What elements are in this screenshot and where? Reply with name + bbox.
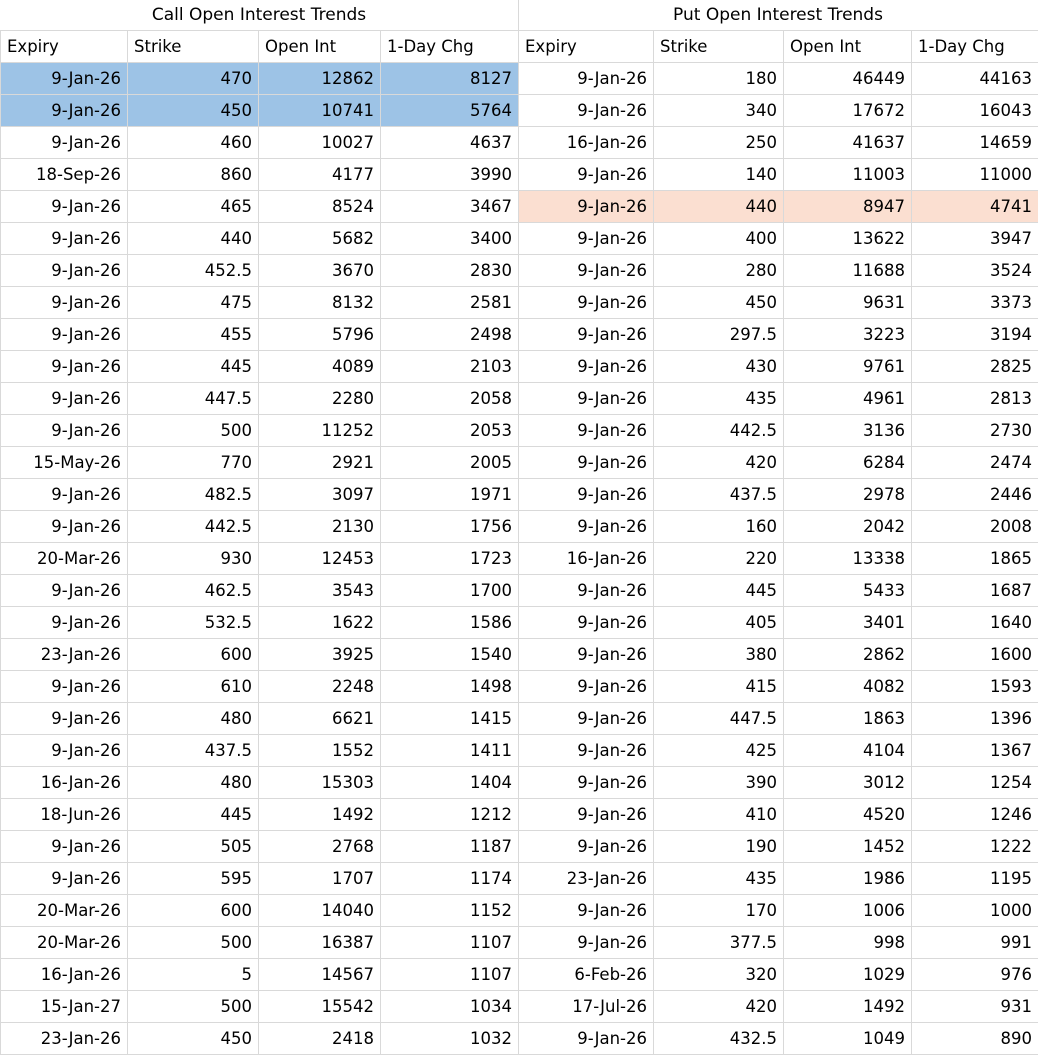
table-row (1, 1023, 1038, 1055)
call-cell-expiry: 9-Jan-26 (1, 319, 128, 351)
put-cell-open-int: 3401 (784, 607, 912, 639)
put-cell-expiry: 9-Jan-26 (519, 447, 654, 479)
table-row (1, 671, 1038, 703)
put-cell-strike: 250 (654, 127, 784, 159)
put-cell-expiry: 9-Jan-26 (519, 255, 654, 287)
call-cell-strike: 482.5 (128, 479, 259, 511)
call-cell-strike: 475 (128, 287, 259, 319)
call-cell-open-int: 10741 (259, 95, 381, 127)
call-cell-expiry: 15-Jan-27 (1, 991, 128, 1023)
put-cell-open-int: 46449 (784, 63, 912, 95)
call-cell-chg: 1498 (381, 671, 519, 703)
table-row (1, 63, 1038, 95)
call-cell-expiry: 18-Sep-26 (1, 159, 128, 191)
put-cell-chg: 1222 (912, 831, 1038, 863)
call-cell-expiry: 9-Jan-26 (1, 575, 128, 607)
put-cell-chg: 1000 (912, 895, 1038, 927)
put-cell-expiry: 6-Feb-26 (519, 959, 654, 991)
call-cell-open-int: 3097 (259, 479, 381, 511)
put-cell-chg: 1865 (912, 543, 1038, 575)
put-cell-chg: 2446 (912, 479, 1038, 511)
put-cell-open-int: 2862 (784, 639, 912, 671)
put-cell-open-int: 41637 (784, 127, 912, 159)
put-cell-strike: 430 (654, 351, 784, 383)
put-cell-strike: 297.5 (654, 319, 784, 351)
call-cell-strike: 600 (128, 639, 259, 671)
call-header-open-int: Open Int (259, 31, 381, 63)
put-cell-expiry: 9-Jan-26 (519, 191, 654, 223)
call-cell-strike: 505 (128, 831, 259, 863)
put-cell-chg: 976 (912, 959, 1038, 991)
call-cell-strike: 500 (128, 991, 259, 1023)
put-cell-strike: 442.5 (654, 415, 784, 447)
table-row (1, 287, 1038, 319)
table-row (1, 479, 1038, 511)
put-cell-chg: 1396 (912, 703, 1038, 735)
call-cell-open-int: 12453 (259, 543, 381, 575)
put-header-expiry: Expiry (519, 31, 654, 63)
call-header-chg: 1-Day Chg (381, 31, 519, 63)
call-cell-chg: 1411 (381, 735, 519, 767)
put-cell-chg: 2474 (912, 447, 1038, 479)
put-cell-chg: 11000 (912, 159, 1038, 191)
call-cell-chg: 1212 (381, 799, 519, 831)
call-cell-open-int: 10027 (259, 127, 381, 159)
call-cell-strike: 500 (128, 927, 259, 959)
call-cell-expiry: 20-Mar-26 (1, 927, 128, 959)
put-cell-open-int: 13338 (784, 543, 912, 575)
call-cell-strike: 450 (128, 1023, 259, 1055)
call-cell-chg: 1034 (381, 991, 519, 1023)
put-cell-open-int: 2042 (784, 511, 912, 543)
call-cell-expiry: 23-Jan-26 (1, 1023, 128, 1055)
call-cell-expiry: 9-Jan-26 (1, 671, 128, 703)
call-cell-strike: 455 (128, 319, 259, 351)
call-cell-open-int: 1552 (259, 735, 381, 767)
call-header-strike: Strike (128, 31, 259, 63)
put-cell-chg: 2813 (912, 383, 1038, 415)
put-cell-chg: 1367 (912, 735, 1038, 767)
put-cell-expiry: 16-Jan-26 (519, 543, 654, 575)
put-cell-chg: 3524 (912, 255, 1038, 287)
call-cell-open-int: 4089 (259, 351, 381, 383)
table-row (1, 767, 1038, 799)
call-cell-strike: 447.5 (128, 383, 259, 415)
put-cell-chg: 1600 (912, 639, 1038, 671)
call-cell-open-int: 11252 (259, 415, 381, 447)
call-cell-chg: 2830 (381, 255, 519, 287)
call-cell-open-int: 8524 (259, 191, 381, 223)
table-row (1, 255, 1038, 287)
call-cell-chg: 3990 (381, 159, 519, 191)
call-cell-expiry: 9-Jan-26 (1, 383, 128, 415)
put-cell-expiry: 9-Jan-26 (519, 319, 654, 351)
call-cell-chg: 2103 (381, 351, 519, 383)
put-cell-open-int: 998 (784, 927, 912, 959)
call-cell-open-int: 5796 (259, 319, 381, 351)
call-cell-expiry: 23-Jan-26 (1, 639, 128, 671)
put-cell-chg: 1246 (912, 799, 1038, 831)
call-cell-strike: 770 (128, 447, 259, 479)
table-row (1, 799, 1038, 831)
call-cell-chg: 1723 (381, 543, 519, 575)
table-row (1, 895, 1038, 927)
call-cell-open-int: 8132 (259, 287, 381, 319)
call-cell-strike: 610 (128, 671, 259, 703)
call-cell-chg: 1404 (381, 767, 519, 799)
call-cell-expiry: 9-Jan-26 (1, 415, 128, 447)
table-row (1, 447, 1038, 479)
call-cell-open-int: 6621 (259, 703, 381, 735)
call-cell-strike: 5 (128, 959, 259, 991)
put-cell-chg: 2825 (912, 351, 1038, 383)
put-cell-expiry: 9-Jan-26 (519, 351, 654, 383)
call-cell-strike: 600 (128, 895, 259, 927)
put-cell-open-int: 3223 (784, 319, 912, 351)
put-cell-open-int: 11688 (784, 255, 912, 287)
put-cell-strike: 445 (654, 575, 784, 607)
call-cell-chg: 2005 (381, 447, 519, 479)
put-cell-open-int: 4104 (784, 735, 912, 767)
call-cell-strike: 445 (128, 351, 259, 383)
put-table-title: Put Open Interest Trends (673, 5, 883, 25)
call-cell-open-int: 14040 (259, 895, 381, 927)
table-row (1, 575, 1038, 607)
put-cell-strike: 425 (654, 735, 784, 767)
call-cell-open-int: 2130 (259, 511, 381, 543)
call-cell-chg: 1540 (381, 639, 519, 671)
put-header-chg: 1-Day Chg (912, 31, 1038, 63)
put-cell-open-int: 3012 (784, 767, 912, 799)
call-cell-chg: 2498 (381, 319, 519, 351)
table-row (1, 863, 1038, 895)
put-cell-chg: 2008 (912, 511, 1038, 543)
put-cell-expiry: 9-Jan-26 (519, 1023, 654, 1055)
table-row (1, 543, 1038, 575)
put-cell-strike: 435 (654, 863, 784, 895)
put-cell-expiry: 9-Jan-26 (519, 639, 654, 671)
call-cell-chg: 2581 (381, 287, 519, 319)
call-cell-open-int: 15303 (259, 767, 381, 799)
put-cell-expiry: 9-Jan-26 (519, 767, 654, 799)
call-cell-expiry: 9-Jan-26 (1, 63, 128, 95)
put-cell-strike: 435 (654, 383, 784, 415)
call-cell-expiry: 9-Jan-26 (1, 223, 128, 255)
put-header-strike: Strike (654, 31, 784, 63)
call-cell-chg: 1174 (381, 863, 519, 895)
put-cell-strike: 405 (654, 607, 784, 639)
put-cell-open-int: 1863 (784, 703, 912, 735)
put-cell-strike: 440 (654, 191, 784, 223)
put-cell-chg: 1254 (912, 767, 1038, 799)
call-cell-strike: 500 (128, 415, 259, 447)
call-cell-expiry: 9-Jan-26 (1, 831, 128, 863)
put-cell-chg: 890 (912, 1023, 1038, 1055)
call-cell-chg: 4637 (381, 127, 519, 159)
put-cell-expiry: 9-Jan-26 (519, 927, 654, 959)
call-cell-expiry: 9-Jan-26 (1, 607, 128, 639)
call-cell-chg: 1586 (381, 607, 519, 639)
put-cell-chg: 44163 (912, 63, 1038, 95)
put-cell-open-int: 1049 (784, 1023, 912, 1055)
table-row (1, 607, 1038, 639)
call-cell-open-int: 1622 (259, 607, 381, 639)
call-cell-chg: 8127 (381, 63, 519, 95)
call-cell-open-int: 3543 (259, 575, 381, 607)
call-cell-chg: 2058 (381, 383, 519, 415)
call-cell-open-int: 2248 (259, 671, 381, 703)
call-cell-strike: 460 (128, 127, 259, 159)
put-cell-open-int: 9631 (784, 287, 912, 319)
call-cell-strike: 442.5 (128, 511, 259, 543)
call-cell-expiry: 20-Mar-26 (1, 543, 128, 575)
call-cell-chg: 1971 (381, 479, 519, 511)
call-cell-open-int: 15542 (259, 991, 381, 1023)
put-cell-expiry: 9-Jan-26 (519, 831, 654, 863)
table-row (1, 319, 1038, 351)
table-row (1, 959, 1038, 991)
put-cell-chg: 931 (912, 991, 1038, 1023)
call-cell-expiry: 9-Jan-26 (1, 127, 128, 159)
table-row (1, 95, 1038, 127)
put-cell-expiry: 17-Jul-26 (519, 991, 654, 1023)
call-cell-chg: 1032 (381, 1023, 519, 1055)
table-row (1, 223, 1038, 255)
put-cell-strike: 400 (654, 223, 784, 255)
put-cell-expiry: 23-Jan-26 (519, 863, 654, 895)
table-row (1, 383, 1038, 415)
call-cell-strike: 450 (128, 95, 259, 127)
call-cell-expiry: 18-Jun-26 (1, 799, 128, 831)
table-row (1, 735, 1038, 767)
call-cell-strike: 445 (128, 799, 259, 831)
put-header-open-int: Open Int (784, 31, 912, 63)
call-cell-expiry: 9-Jan-26 (1, 511, 128, 543)
put-cell-strike: 320 (654, 959, 784, 991)
header-row (1, 31, 1038, 63)
put-cell-open-int: 1006 (784, 895, 912, 927)
table-row (1, 703, 1038, 735)
call-cell-chg: 3400 (381, 223, 519, 255)
put-cell-strike: 420 (654, 991, 784, 1023)
table-row (1, 927, 1038, 959)
put-cell-strike: 420 (654, 447, 784, 479)
put-cell-strike: 447.5 (654, 703, 784, 735)
put-cell-expiry: 9-Jan-26 (519, 223, 654, 255)
put-cell-expiry: 9-Jan-26 (519, 799, 654, 831)
put-cell-open-int: 3136 (784, 415, 912, 447)
call-cell-open-int: 1492 (259, 799, 381, 831)
call-cell-open-int: 2280 (259, 383, 381, 415)
call-cell-expiry: 9-Jan-26 (1, 95, 128, 127)
put-cell-chg: 1687 (912, 575, 1038, 607)
table-row (1, 351, 1038, 383)
call-cell-strike: 465 (128, 191, 259, 223)
put-cell-open-int: 11003 (784, 159, 912, 191)
put-cell-expiry: 9-Jan-26 (519, 287, 654, 319)
put-cell-open-int: 6284 (784, 447, 912, 479)
put-cell-expiry: 9-Jan-26 (519, 735, 654, 767)
put-cell-strike: 190 (654, 831, 784, 863)
call-cell-expiry: 9-Jan-26 (1, 479, 128, 511)
put-cell-open-int: 1029 (784, 959, 912, 991)
put-cell-expiry: 9-Jan-26 (519, 159, 654, 191)
call-cell-chg: 1107 (381, 927, 519, 959)
put-cell-chg: 3947 (912, 223, 1038, 255)
put-cell-chg: 4741 (912, 191, 1038, 223)
call-cell-open-int: 2418 (259, 1023, 381, 1055)
call-cell-expiry: 9-Jan-26 (1, 191, 128, 223)
put-cell-strike: 180 (654, 63, 784, 95)
table-row (1, 191, 1038, 223)
call-cell-expiry: 9-Jan-26 (1, 863, 128, 895)
put-cell-strike: 377.5 (654, 927, 784, 959)
call-cell-chg: 1700 (381, 575, 519, 607)
put-cell-strike: 170 (654, 895, 784, 927)
table-row (1, 159, 1038, 191)
put-cell-chg: 1640 (912, 607, 1038, 639)
call-cell-open-int: 5682 (259, 223, 381, 255)
put-cell-strike: 280 (654, 255, 784, 287)
put-cell-expiry: 9-Jan-26 (519, 703, 654, 735)
put-cell-expiry: 9-Jan-26 (519, 63, 654, 95)
call-cell-open-int: 14567 (259, 959, 381, 991)
call-cell-strike: 452.5 (128, 255, 259, 287)
call-cell-strike: 480 (128, 703, 259, 735)
put-cell-expiry: 16-Jan-26 (519, 127, 654, 159)
title-divider (518, 0, 519, 30)
put-cell-chg: 2730 (912, 415, 1038, 447)
put-cell-strike: 410 (654, 799, 784, 831)
call-cell-expiry: 20-Mar-26 (1, 895, 128, 927)
put-cell-chg: 1195 (912, 863, 1038, 895)
put-cell-expiry: 9-Jan-26 (519, 895, 654, 927)
put-cell-expiry: 9-Jan-26 (519, 511, 654, 543)
call-cell-strike: 437.5 (128, 735, 259, 767)
put-cell-open-int: 4082 (784, 671, 912, 703)
put-cell-expiry: 9-Jan-26 (519, 479, 654, 511)
put-cell-open-int: 5433 (784, 575, 912, 607)
call-cell-expiry: 16-Jan-26 (1, 767, 128, 799)
call-cell-strike: 470 (128, 63, 259, 95)
call-cell-expiry: 9-Jan-26 (1, 255, 128, 287)
put-cell-expiry: 9-Jan-26 (519, 607, 654, 639)
titles-row (0, 0, 1038, 30)
call-cell-chg: 3467 (381, 191, 519, 223)
put-cell-strike: 450 (654, 287, 784, 319)
call-cell-open-int: 3925 (259, 639, 381, 671)
call-cell-open-int: 2921 (259, 447, 381, 479)
open-interest-table (0, 30, 1038, 1055)
call-cell-open-int: 1707 (259, 863, 381, 895)
table-row (1, 991, 1038, 1023)
call-cell-expiry: 9-Jan-26 (1, 703, 128, 735)
put-cell-strike: 380 (654, 639, 784, 671)
call-cell-chg: 2053 (381, 415, 519, 447)
call-cell-chg: 1756 (381, 511, 519, 543)
call-cell-strike: 532.5 (128, 607, 259, 639)
put-cell-open-int: 13622 (784, 223, 912, 255)
call-cell-open-int: 2768 (259, 831, 381, 863)
call-cell-strike: 595 (128, 863, 259, 895)
put-cell-open-int: 9761 (784, 351, 912, 383)
call-cell-open-int: 4177 (259, 159, 381, 191)
put-cell-chg: 1593 (912, 671, 1038, 703)
table-row (1, 127, 1038, 159)
call-table-title: Call Open Interest Trends (151, 5, 367, 25)
put-cell-chg: 3194 (912, 319, 1038, 351)
call-cell-open-int: 16387 (259, 927, 381, 959)
put-cell-chg: 16043 (912, 95, 1038, 127)
put-cell-expiry: 9-Jan-26 (519, 415, 654, 447)
call-cell-strike: 462.5 (128, 575, 259, 607)
call-cell-strike: 480 (128, 767, 259, 799)
put-cell-chg: 14659 (912, 127, 1038, 159)
put-cell-expiry: 9-Jan-26 (519, 95, 654, 127)
put-cell-chg: 3373 (912, 287, 1038, 319)
put-cell-expiry: 9-Jan-26 (519, 671, 654, 703)
put-cell-open-int: 4961 (784, 383, 912, 415)
put-cell-chg: 991 (912, 927, 1038, 959)
put-cell-strike: 415 (654, 671, 784, 703)
table-row (1, 511, 1038, 543)
call-cell-strike: 860 (128, 159, 259, 191)
call-cell-expiry: 9-Jan-26 (1, 287, 128, 319)
call-header-expiry: Expiry (1, 31, 128, 63)
call-cell-expiry: 9-Jan-26 (1, 351, 128, 383)
call-cell-chg: 1415 (381, 703, 519, 735)
put-cell-open-int: 8947 (784, 191, 912, 223)
put-cell-strike: 437.5 (654, 479, 784, 511)
call-cell-chg: 1152 (381, 895, 519, 927)
put-cell-open-int: 1986 (784, 863, 912, 895)
put-cell-strike: 390 (654, 767, 784, 799)
table-row (1, 831, 1038, 863)
call-cell-open-int: 12862 (259, 63, 381, 95)
put-cell-open-int: 4520 (784, 799, 912, 831)
put-cell-open-int: 2978 (784, 479, 912, 511)
put-cell-expiry: 9-Jan-26 (519, 575, 654, 607)
call-cell-expiry: 9-Jan-26 (1, 735, 128, 767)
call-cell-strike: 440 (128, 223, 259, 255)
table-row (1, 639, 1038, 671)
call-cell-strike: 930 (128, 543, 259, 575)
call-cell-expiry: 15-May-26 (1, 447, 128, 479)
put-cell-open-int: 1452 (784, 831, 912, 863)
call-cell-chg: 5764 (381, 95, 519, 127)
put-cell-open-int: 1492 (784, 991, 912, 1023)
put-cell-strike: 220 (654, 543, 784, 575)
put-cell-strike: 340 (654, 95, 784, 127)
put-cell-expiry: 9-Jan-26 (519, 383, 654, 415)
call-cell-chg: 1187 (381, 831, 519, 863)
call-cell-chg: 1107 (381, 959, 519, 991)
put-cell-strike: 140 (654, 159, 784, 191)
put-cell-strike: 160 (654, 511, 784, 543)
put-cell-open-int: 17672 (784, 95, 912, 127)
put-cell-strike: 432.5 (654, 1023, 784, 1055)
table-body (1, 63, 1038, 1055)
call-cell-open-int: 3670 (259, 255, 381, 287)
call-cell-expiry: 16-Jan-26 (1, 959, 128, 991)
table-row (1, 415, 1038, 447)
